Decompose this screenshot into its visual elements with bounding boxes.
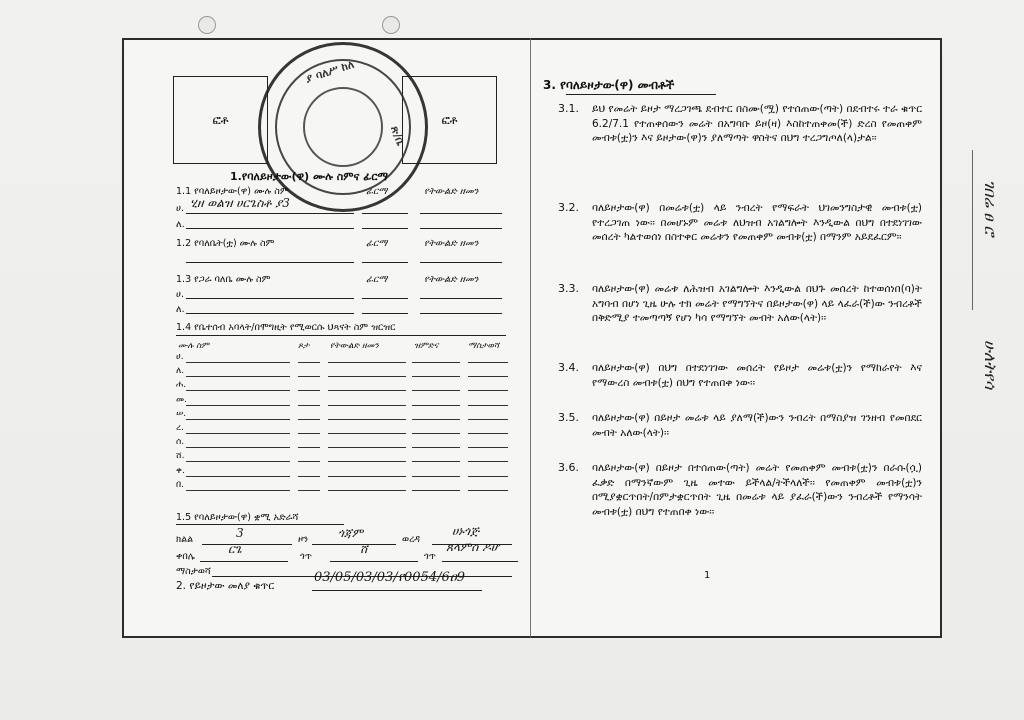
side-note-bottom: ሁለትየሳ (981, 340, 1000, 390)
clause-text: ይህ የመሬት ይዞታ ማረጋገጫ ደብተር በስሙ(ሟ) የተሰጠው(ጣት) በደብተሩ ተራ ቁጥር 6.2/7.1 የተጠቀሰውን መሬት በአግባቡ ይዞ(ዛ) እስከተጠቀመ(ች) ድረስ የመጠቀም መብቱ(ቷ)ን እና ይዞታው(ዋ)ን ያለማጣት ዋስትና በህግ ተረጋግጦለ(ላ)ታል፡፡ (592, 103, 922, 144)
family-row-line (186, 376, 290, 377)
spouse-label: 1.2 የባለቤት(ቷ) ሙሉ ስም (176, 238, 275, 249)
family-row-letter: ሐ. (176, 380, 187, 391)
family-row-line (298, 461, 320, 462)
family-row-line (412, 476, 460, 477)
family-row-letter: በ. (176, 479, 185, 490)
joint-line-b (186, 313, 354, 314)
family-row-line (412, 362, 460, 363)
photo-label-right: ፎቶ (441, 112, 458, 127)
family-row-line (412, 376, 460, 377)
kebele-label: ቀበሌ (176, 551, 195, 562)
spouse-date-label: የትውልድ ዘመን (424, 238, 479, 249)
family-row-line (298, 390, 320, 391)
clause-text: ባለይዞታው(ዋ) መሬቱ ለሕዝብ አገልግሎት እንዲውል በህጉ መሰረት ከተወሰነበ(ባ)ት አግባብ በሆነ ጊዜ ሁሉ ተክ መሬት የማግኘትና በይዞታው(ዋ) ላይ ላፈራ(ች)ው ንብረቶች በቅድሚያ ተመጣጣኝ የሆነ ካሳ የማግኘት መብት አለው(ላት)፡፡ (592, 283, 922, 324)
got-line (330, 561, 418, 562)
family-label: 1.4 የቤተሰብ አባላት/በሞግዚት የሚወርሱ ህጻናት ስም ዝርዝር (176, 322, 396, 333)
clause-number: 3.6. (558, 461, 579, 474)
clause-number: 3.2. (558, 201, 579, 214)
family-row-line (468, 419, 508, 420)
family-row-line (468, 362, 508, 363)
family-row-line (412, 390, 460, 391)
holder-label: 1.1 የባለይዞታው(ዋ) ሙሉ ስም (176, 186, 289, 197)
family-row-line (412, 405, 460, 406)
region-value: 3 (236, 526, 244, 540)
spouse-date-line (420, 262, 502, 263)
holder-date-label: የትውልድ ዘመን (424, 186, 479, 197)
family-row-line (298, 490, 320, 491)
holder-sig-line-a (362, 213, 408, 214)
joint-sig-line-a (362, 298, 408, 299)
family-row-line (328, 376, 406, 377)
spouse-line (186, 262, 354, 263)
family-row-line (412, 433, 460, 434)
family-row-line (298, 433, 320, 434)
family-row-letter: ሸ. (176, 451, 185, 462)
family-row-line (468, 447, 508, 448)
family-row-line (186, 362, 290, 363)
family-row-line (468, 461, 508, 462)
joint-line-a (186, 298, 354, 299)
family-row-line (328, 447, 406, 448)
family-row-line (468, 476, 508, 477)
holder-prefix-2: ለ. (176, 219, 185, 230)
family-row-line (412, 447, 460, 448)
family-row-line (328, 433, 406, 434)
spouse-sig-line (362, 262, 408, 263)
family-row-line (328, 362, 406, 363)
family-row-line (186, 419, 290, 420)
family-row-line (468, 376, 508, 377)
clause-text: ባለይዞታው(ዋ) በይዞታ በተሰጠው(ጣት) መሬት የመጠቀም መብቱ(ቷ)ን በራሱ(ሷ) ፈቃድ በማንኛውም ጊዜ መተው ይችላል/ትችላለች፡፡ የመጠቀም መብቱ(ቷ)ን በሚያቋርጥበት/በምታቋርጥበት ጊዜ በመሬቱ ላይ ያፈራ(ች)ውን ንብረቶች የማንሳት መብቱ(ቷ) በህግ የተጠበቀ ነው፡፡ (592, 462, 922, 518)
holder-line-a (186, 213, 354, 214)
kebele-line (200, 561, 288, 562)
family-col-relation: ዝምድና (414, 341, 439, 351)
joint-sig-label: ፊርማ (366, 274, 388, 285)
joint-prefix: ሀ. (176, 289, 184, 300)
family-col-birth: የትውልድ ዘመን (330, 341, 379, 351)
region-label: ክልል (176, 534, 194, 545)
family-row-line (298, 476, 320, 477)
address-label-underline (176, 524, 344, 525)
family-row-line (186, 490, 290, 491)
seal-text-top: ያ ባለሥ ከለ (304, 57, 356, 86)
family-row-line (186, 390, 290, 391)
family-row-line (328, 419, 406, 420)
family-label-underline (176, 335, 506, 336)
family-row-line (328, 476, 406, 477)
family-row-line (468, 490, 508, 491)
zone-line (312, 544, 396, 545)
woreda-value: ሀኑጎጅ (452, 524, 480, 538)
holder-name-handwritten: ሂዘ ወልዝ ሀርጌስቶ ያ3 (190, 196, 290, 210)
family-row-line (298, 405, 320, 406)
punch-hole (382, 16, 400, 34)
family-row-line (298, 419, 320, 420)
clause-number: 3.1. (558, 102, 579, 115)
family-row-letter: መ. (176, 394, 187, 405)
parcel-id-value: 03/05/03/03/የ0054/6ዐ9 (314, 570, 466, 585)
family-row-line (468, 390, 508, 391)
family-row-line (186, 476, 290, 477)
family-col-name: ሙሉ ስም (178, 341, 210, 351)
punch-hole (198, 16, 216, 34)
family-row-letter: ሰ. (176, 437, 185, 448)
parcel-id-label: 2. የይዞታው መለያ ቁጥር (176, 580, 275, 592)
holder-date-line-a (420, 213, 502, 214)
family-row-line (412, 461, 460, 462)
holder-line-b (186, 228, 354, 229)
clause-number: 3.5. (558, 411, 579, 424)
family-row-line (412, 490, 460, 491)
family-row-line (186, 433, 290, 434)
holder-sig-label: ፊርማ (366, 186, 388, 197)
family-row-line (328, 405, 406, 406)
family-row-line (328, 390, 406, 391)
family-row-line (186, 405, 290, 406)
address-label: 1.5 የባለይዞታው(ዋ) ቋሚ አድራሻ (176, 512, 299, 523)
clause-number: 3.4. (558, 361, 579, 374)
zone-label: ዞን (298, 534, 309, 545)
family-row-line (298, 447, 320, 448)
family-row-letter: ለ. (176, 366, 185, 377)
photo-box-left (173, 76, 268, 164)
joint-date-label: የትውልድ ዘመን (424, 274, 479, 285)
family-row-line (298, 362, 320, 363)
got2-value: ጸላምስ ዶሆ (446, 540, 500, 554)
family-row-line (186, 461, 290, 462)
family-row-letter: ቀ. (176, 465, 185, 476)
got-value: ሸ (360, 542, 368, 556)
family-row-letter: ረ. (176, 423, 184, 433)
joint-sig-line-b (362, 313, 408, 314)
family-row-line (468, 433, 508, 434)
kebele-value: ርጌ (228, 542, 242, 556)
rights-title-underline (566, 94, 716, 95)
holder-date-line-b (420, 228, 502, 229)
joint-date-line-b (420, 313, 502, 314)
family-row-line (298, 376, 320, 377)
clause-number: 3.3. (558, 282, 579, 295)
spouse-sig-label: ፊርማ (366, 238, 388, 249)
side-note-top: ገበሬ ፀ ሮ (981, 180, 1000, 237)
photo-label-left: ፎቶ (212, 112, 229, 127)
holder-prefix: ሀ. (176, 203, 184, 214)
region-line (202, 544, 292, 545)
seal-text-right: ጽ/ቤ (388, 124, 408, 148)
clause-text: ባለይዞታው(ዋ) በህግ በተደነገገው መሰረት የይዞታ መሬቱ(ቷ)ን የማከራየት እና የማውረስ መብቱ(ቷ) በህግ የተጠበቀ ነው፡፡ (592, 362, 922, 389)
family-row-line (412, 419, 460, 420)
side-margin-line-top (972, 150, 973, 310)
got2-label: ጎጥ (424, 551, 436, 562)
clause-text: ባለይዞታው(ዋ) በይዞታ መሬቱ ላይ ያለማ(ች)ውን ንብረት በማስያዝ ገንዘብ የመበደር መብት አለው(ላት)፡፡ (592, 412, 922, 439)
family-row-letter: ሀ. (176, 352, 184, 362)
family-row-line (328, 461, 406, 462)
family-col-note: ማስታወሻ (468, 341, 500, 351)
section-title: 1.የባለይዞታው(ዋ) ሙሉ ስምና ፊርማ (230, 170, 389, 183)
got2-line (442, 561, 518, 562)
got-label: ጎጥ (300, 551, 312, 562)
family-row-letter: ሠ. (176, 408, 187, 419)
rights-title: 3. የባለይዞታው(ዋ) መብቶች (543, 78, 675, 92)
joint-date-line-a (420, 298, 502, 299)
joint-prefix-2: ለ. (176, 304, 185, 315)
note-label: ማስታወሻ (176, 566, 211, 577)
family-col-sex: ጾታ (298, 341, 310, 351)
page-number: 1 (704, 570, 711, 581)
joint-label: 1.3 የጋራ ባለቤ ሙሉ ስም (176, 274, 271, 285)
woreda-label: ወረዳ (402, 534, 421, 545)
family-row-line (468, 405, 508, 406)
family-row-line (186, 447, 290, 448)
zone-value: ጎጃም (338, 526, 364, 540)
family-row-line (328, 490, 406, 491)
clause-text: ባለይዞታው(ዋ) በመሬቱ(ቷ) ላይ ንብረት የማፍራት ህገመንግስታዊ መብቱ(ቷ) የተረጋገጠ ነው፡፡ በመሆኑም መሬቱ ለህዝብ አገልግሎት እንዲውል በህግ በተደነገገው መሰረት ካልተወሰነ በስተቀር መሬቱን የመጠቀም መብቱ(ቷ) በማንም አይደፈርም፡፡ (592, 202, 922, 243)
parcel-id-line (312, 590, 482, 591)
holder-sig-line-b (362, 228, 408, 229)
